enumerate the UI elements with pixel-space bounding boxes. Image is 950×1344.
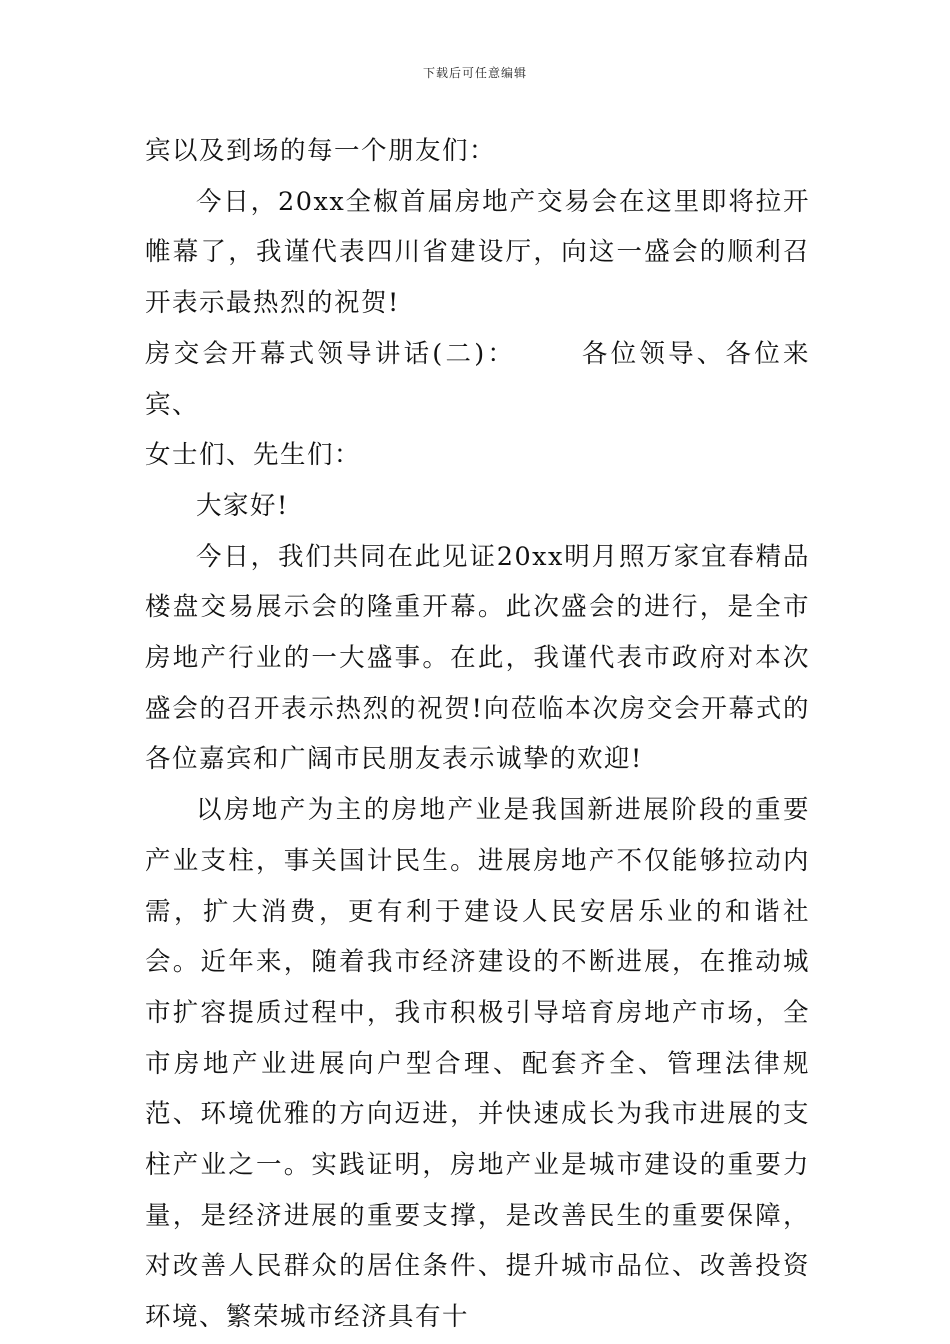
section-title: 房交会开幕式领导讲话(二)：	[145, 338, 517, 369]
paragraph-hello: 大家好!	[196, 490, 289, 521]
header-note: 下载后可任意编辑	[422, 66, 527, 80]
paragraph-industry: 以房地产为主的房地产业是我国新进展阶段的重要产业支柱，事关国计民生。进展房地产不仅能够拉动内需，扩大消费，更有利于建设人民安居乐业的和谐社会。近年来，随着我市经济建设的不断进展，在推动城市扩容提质过程中，我市积极引导培育房地产市场，全市房地产业进展向户型合理、配套齐全、管理法律规范、环境优雅的方向迈进，并快速成长为我市进展的支柱产业之一。实践证明，房地产业是城市建设的重要力量，是经济进展的重要支撑，是改善民生的重要保障，对改善人民群众的居住条件、提升城市品位、改善投资环境、繁荣城市经济具有十	[145, 795, 810, 1333]
document-body	[145, 126, 810, 1343]
section-heading-line	[145, 329, 810, 430]
section-greeting: 各位领导、各位来宾、	[145, 338, 810, 420]
section-greeting-continued: 女士们、先生们：	[145, 440, 362, 471]
paragraph-guests-continued: 宾以及到场的每一个朋友们：	[145, 136, 497, 166]
paragraph-opening-2: 今日，我们共同在此见证20xx明月照万家宜春精品楼盘交易展示会的隆重开幕。此次盛会的进行，是全市房地产行业的一大盛事。在此，我谨代表市政府对本次盛会的召开表示热烈的祝贺!向莅临本次房交会开幕式的各位嘉宾和广阔市民朋友表示诚挚的欢迎!	[145, 541, 810, 775]
paragraph-opening-1: 今日，20xx全椒首届房地产交易会在这里即将拉开帷幕了，我谨代表四川省建设厅，向这一盛会的顺利召开表示最热烈的祝贺!	[145, 186, 810, 319]
